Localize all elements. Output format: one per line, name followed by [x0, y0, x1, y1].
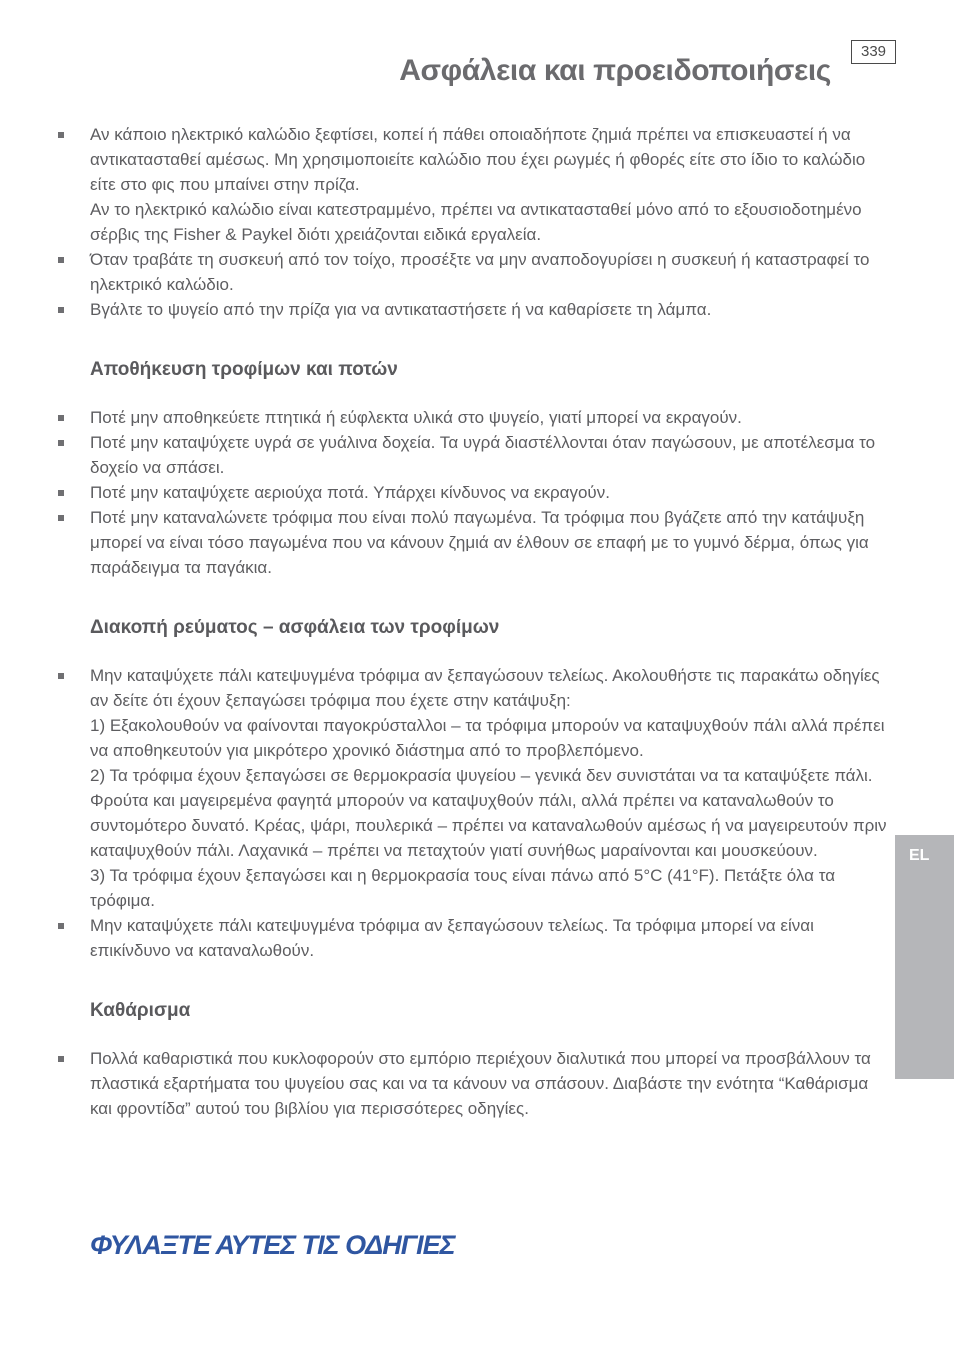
bullet-icon — [58, 1056, 64, 1062]
list-item-text: Ποτέ μην καταναλώνετε τρόφιμα που είναι πολύ παγωμένα. Τα τρόφιμα που βγάζετε από την κατάψυξη μπορεί να είναι τόσο παγωμένα που να κάνουν ζημιά αν έλθουν σε επαφή με το γυμνό δέρμα, όπως για παράδειγμα τα παγάκια. — [90, 508, 869, 577]
page-title: Ασφάλεια και προειδοποιήσεις — [399, 54, 831, 88]
bullet-icon — [58, 132, 64, 138]
list-item — [58, 480, 892, 505]
section-list — [58, 1046, 892, 1121]
sections — [58, 358, 892, 1121]
bullet-icon — [58, 490, 64, 496]
bullet-icon — [58, 673, 64, 679]
list-item — [58, 663, 892, 913]
list-item-text: Μην καταψύχετε πάλι κατεψυγμένα τρόφιμα αν ξεπαγώσουν τελείως. Τα τρόφιμα μπορεί να είναι επικίνδυνο να καταναλωθούν. — [90, 916, 814, 960]
page-number: 339 — [851, 40, 896, 64]
section-list — [58, 663, 892, 963]
section-list — [58, 405, 892, 580]
list-item-text: Ποτέ μην αποθηκεύετε πτητικά ή εύφλεκτα υλικά στο ψυγείο, γιατί μπορεί να εκραγούν. — [90, 408, 742, 427]
list-item — [58, 1046, 892, 1121]
language-tab — [895, 835, 954, 1079]
list-item — [58, 505, 892, 580]
bullet-icon — [58, 415, 64, 421]
section-heading: Καθάρισμα — [90, 1000, 191, 1021]
list-item — [58, 430, 892, 480]
list-item-text: Ποτέ μην καταψύχετε αεριούχα ποτά. Υπάρχει κίνδυνος να εκραγούν. — [90, 483, 610, 502]
list-item-text: Αν κάποιο ηλεκτρικό καλώδιο ξεφτίσει, κοπεί ή πάθει οποιαδήποτε ζημιά πρέπει να επισκευαστεί ή να αντικατασταθεί αμέσως. Μη χρησιμοποιείτε καλώδιο που έχει ρωγμές ή φθορές είτε στο ίδιο το καλώδιο είτε στο φις που μπαίνει στην πρίζα. — [90, 125, 866, 194]
list-item — [58, 405, 892, 430]
section-heading: Διακοπή ρεύματος – ασφάλεια των τροφίμων — [90, 617, 500, 638]
list-item — [58, 247, 892, 297]
bullet-icon — [58, 440, 64, 446]
list-item-text: 2) Τα τρόφιμα έχουν ξεπαγώσει σε θερμοκρασία ψυγείου – γενικά δεν συνιστάται να τα καταψύξετε πάλι. Φρούτα και μαγειρεμένα φαγητά μπορούν να καταψυχθούν πάλι, αλλά πρέπει να καταναλωθούν το συντομότερο δυνατό. Κρέας, ψάρι, πουλερικά – πρέπει να καταναλωθούν αμέσως ή να μαγειρευτούν πριν καταψυχθούν πάλι. Λαχανικά – πρέπει να πεταχτούν γιατί συνήθως μαραίνονται και μουσκεύουν. — [90, 766, 887, 860]
bullet-icon — [58, 923, 64, 929]
section-heading: Αποθήκευση τροφίμων και ποτών — [90, 359, 398, 380]
list-item-text: Αν το ηλεκτρικό καλώδιο είναι κατεστραμμένο, πρέπει να αντικατασταθεί μόνο από το εξουσιοδοτημένο σέρβις της Fisher & Paykel διότι χρειάζονται ειδικά εργαλεία. — [90, 200, 862, 244]
list-item-text: Βγάλτε το ψυγείο από την πρίζα για να αντικαταστήσετε ή να καθαρίσετε τη λάμπα. — [90, 300, 712, 319]
bullet-icon — [58, 515, 64, 521]
list-item-text: Όταν τραβάτε τη συσκευή από τον τοίχο, προσέξτε να μην αναποδογυρίσει η συσκευή ή καταστραφεί το ηλεκτρικό καλώδιο. — [90, 250, 870, 294]
bullet-icon — [58, 307, 64, 313]
page-content — [58, 122, 892, 1121]
list-item-text: Πολλά καθαριστικά που κυκλοφορούν στο εμπόριο περιέχουν διαλυτικά που μπορεί να προσβάλλουν τα πλαστικά εξαρτήματα του ψυγείου σας και να τα κάνουν να σπάσουν. Διαβάστε την ενότητα “Καθάρισμα και φροντίδα” αυτού του βιβλίου για περισσότερες οδηγίες. — [90, 1049, 871, 1118]
list-item-text: Ποτέ μην καταψύχετε υγρά σε γυάλινα δοχεία. Τα υγρά διαστέλλονται όταν παγώσουν, με αποτέλεσμα το δοχείο να σπάσει. — [90, 433, 876, 477]
intro-list — [58, 122, 892, 322]
list-item-text: Μην καταψύχετε πάλι κατεψυγμένα τρόφιμα αν ξεπαγώσουν τελείως. Ακολουθήστε τις παρακάτω οδηγίες αν δείτε ότι έχουν ξεπαγώσει τρόφιμα που έχετε στην κατάψυξη: — [90, 666, 880, 710]
list-item — [58, 297, 892, 322]
list-item-text: 3) Τα τρόφιμα έχουν ξεπαγώσει και η θερμοκρασία τους είναι πάνω από 5°C (41°F). Πετάξτε όλα τα τρόφιμα. — [90, 866, 836, 910]
language-tab-label: EL — [909, 847, 930, 864]
list-item-text: 1) Εξακολουθούν να φαίνονται παγοκρύσταλλοι – τα τρόφιμα μπορούν να καταψυχθούν πάλι αλλά πρέπει να αποθηκευτούν για μικρότερο χρονικό διάστημα από το προβλεπόμενο. — [90, 716, 885, 760]
save-instructions-title: ΦΥΛΑΞΤΕ ΑΥΤΕΣ ΤΙΣ ΟΔΗΓΙΕΣ — [90, 1230, 455, 1260]
list-item — [58, 913, 892, 963]
list-item — [58, 122, 892, 247]
bullet-icon — [58, 257, 64, 263]
